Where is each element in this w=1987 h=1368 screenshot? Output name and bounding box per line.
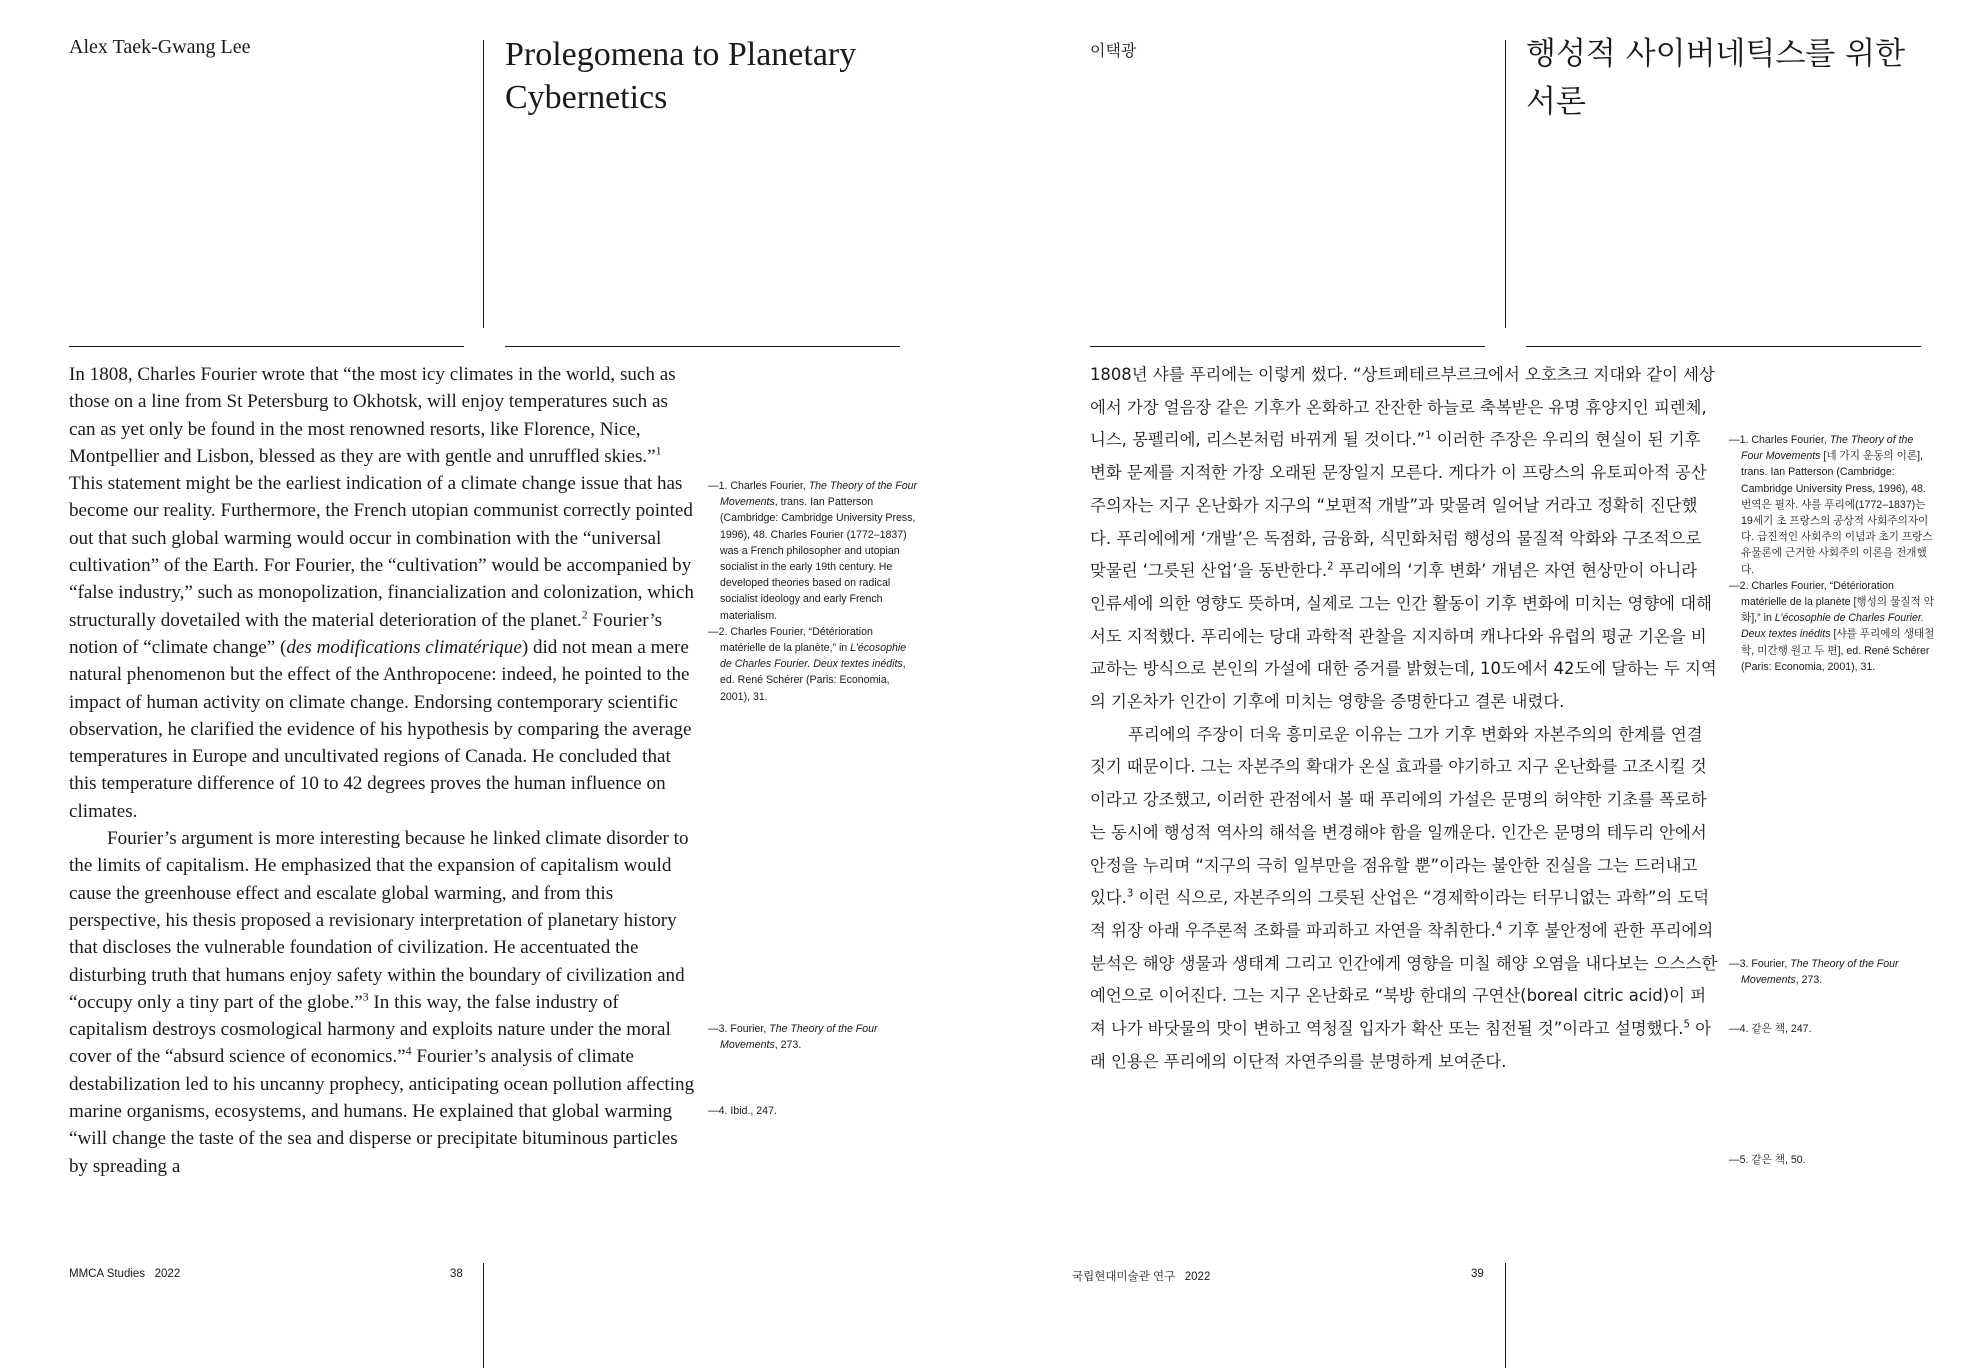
sidenotes-en <box>708 478 918 705</box>
title-divider-right <box>1505 40 1506 328</box>
footer-divider-left <box>483 1263 484 1368</box>
page-number-left: 38 <box>450 1268 463 1280</box>
sidenote-4-ko <box>1729 1021 1935 1037</box>
title-line-1: Prolegomena to Planetary <box>505 36 857 73</box>
footnote-1: —1. Charles Fourier, The Theory of the Four Movements [네 가지 운동의 이론], trans. Ian Patterson (Cambridge: Cambridge University Press, 1996), 48. 번역은 필자. 샤를 푸리에(1772–1837)는 19세기 초 프랑스의 공상적 사회주의자이다. 급진적인 사회주의 이념과 초기 프랑스 유물론에 근거한 사회주의 이론을 전개했다. <box>1729 434 1933 576</box>
footnote-5: —5. 같은 책, 50. <box>1729 1154 1806 1166</box>
title-line-1: 행성적 사이버네틱스를 위한 <box>1526 36 1906 72</box>
footnote-2: —2. Charles Fourier, “Détérioration matérielle de la planète,” in L’écosophie de Charles Fourier. Deux textes inédits, ed. René Schérer (Paris: Economia, 2001), 31. <box>708 625 907 703</box>
paragraph: In 1808, Charles Fourier wrote that “the most icy climates in the world, such as those on a line from St Petersburg to Okhotsk, will enjoy temperatures such as can as yet only be found in the most renowned resorts, like Florence, Nice, Montpellier and Lisbon, blessed as they are with gentle and unruffled skies.”$^1$ This statement might be the earliest indication of a climate change issue that has become our reality. Furthermore, the French utopian communist correctly pointed out that such global warming would occur in combination with the “universal cultivation” of the Earth. For Fourier, the “cultivation” would be accompanied by “false industry,” such as monopolization, financialization and colonization, which structurally dovetailed with the material deterioration of the planet.$^2$ Fourier’s notion of “climate change” (des modifications climatérique) did not mean a mere natural phenomenon but the effect of the Anthropocene: indeed, he pointed to the impact of human activity on climate change. Endorsing contemporary scientific observation, he clarified the evidence of his hypothesis by comparing the average temperatures in Europe and uncultivated regions of Canada. He concluded that this temperature difference of 10 to 42 degrees proves the human influence on climates. <box>69 364 694 822</box>
footnote-4: —4. 같은 책, 247. <box>1729 1023 1812 1035</box>
footer-journal-ko: 국립현대미술관 연구 2022 <box>1072 1271 1211 1283</box>
author-name-ko: 이택광 <box>1090 41 1137 60</box>
sidenotes-ko <box>1729 432 1935 675</box>
page-number-right: 39 <box>1471 1268 1484 1280</box>
footnote-3: —3. Fourier, The Theory of the Four Movements, 273. <box>1729 958 1899 987</box>
article-title-en <box>505 33 945 119</box>
sidenote-4-en <box>708 1103 918 1119</box>
footer-journal-en: MMCA Studies 2022 <box>69 1268 181 1280</box>
article-title-ko <box>1526 30 1966 126</box>
rule-left-1 <box>69 346 464 347</box>
title-line-2: 서론 <box>1526 84 1586 120</box>
title-divider-left <box>483 40 484 328</box>
rule-left-2 <box>505 346 900 347</box>
author-name-en: Alex Taek-Gwang Lee <box>69 36 251 58</box>
rule-right-2 <box>1526 346 1921 347</box>
footer-divider-right <box>1505 1263 1506 1368</box>
paragraph: 푸리에의 주장이 더욱 흥미로운 이유는 그가 기후 변화와 자본주의의 한계를 연결짓기 때문이다. 그는 자본주의 확대가 온실 효과를 야기하고 지구 온난화를 고조시킬 것이라고 강조했고, 이러한 관점에서 볼 때 푸리에의 가설은 문명의 허약한 기초를 폭로하는 동시에 행성적 역사의 해석을 변경해야 함을 일깨운다. 인간은 문명의 테두리 안에서 안정을 누리며 “지구의 극히 일부만을 점유할 뿐”이라는 불안한 진실을 그는 드러내고 있다.$^3$ 이런 식으로, 자본주의의 그릇된 산업은 “경제학이라는 터무니없는 과학”의 도덕적 위장 아래 우주론적 조화를 파괴하고 자연을 착취한다.$^4$ 기후 불안정에 관한 푸리에의 분석은 해양 생물과 생태계 그리고 인간에게 영향을 미칠 해양 오염을 내다보는 으스스한 예언으로 이어진다. 그는 지구 온난화로 “북방 한대의 구연산(boreal citric acid)이 퍼져 나가 바닷물의 맛이 변하고 역청질 입자가 확산 또는 침전될 것”이라고 설명했다.$^5$ 아래 인용은 푸리에의 이단적 자연주의를 분명하게 보여준다. <box>1090 724 1718 1071</box>
body-text-ko <box>1090 359 1718 1078</box>
paragraph: 1808년 샤를 푸리에는 이렇게 썼다. “상트페테르부르크에서 오호츠크 지대와 같이 세상에서 가장 얼음장 같은 기후가 온화하고 잔잔한 하늘로 축복받은 유명 휴양지인 피렌체, 니스, 몽펠리에, 리스본처럼 바뀌게 될 것이다.”$^1$ 이러한 주장은 우리의 현실이 된 기후 변화 문제를 지적한 가장 오래된 문장일지 모른다. 게다가 이 프랑스의 유토피아적 공산주의자는 지구 온난화가 지구의 “보편적 개발”과 맞물려 일어날 거라고 정확히 진단했다. 푸리에에게 ‘개발’은 독점화, 금융화, 식민화처럼 행성의 물질적 악화와 구조적으로 맞물린 ‘그릇된 산업’을 동반한다.$^2$ 푸리에의 ‘기후 변화’ 개념은 자연 현상만이 아니라 인류세에 의한 영향도 뜻하며, 실제로 그는 인간 활동이 기후 변화에 미치는 영향에 대해서도 지적했다. 푸리에는 당대 과학적 관찰을 지지하며 캐나다와 유럽의 평균 기온을 비교하는 방식으로 본인의 가설에 대한 증거를 밝혔는데, 10도에서 42도에 달하는 두 지역의 기온차가 인간이 기후에 미치는 영향을 증명한다고 결론 내렸다. <box>1090 365 1717 712</box>
sidenote-3-en <box>708 1021 918 1053</box>
footnote-4: —4. Ibid., 247. <box>708 1105 777 1117</box>
title-line-2: Cybernetics <box>505 79 668 116</box>
footnote-3: —3. Fourier, The Theory of the Four Movements, 273. <box>708 1023 878 1052</box>
sidenote-5-ko <box>1729 1152 1935 1168</box>
footnote-1: —1. Charles Fourier, The Theory of the Four Movements, trans. Ian Patterson (Cambridge: Cambridge University Press, 1996), 48. Charles Fourier (1772–1837) was a French philosopher and utopian socialist in the early 19th century. He developed theories based on radical socialist ideology and early French materialism. <box>708 480 918 622</box>
paragraph: Fourier’s argument is more interesting because he linked climate disorder to the limits of capitalism. He emphasized that the expansion of capitalism would cause the greenhouse effect and escalate global warming, and from this perspective, his thesis proposed a revisionary interpretation of planetary history that discloses the vulnerable foundation of civilization. He accentuated the disturbing truth that humans enjoy safety within the boundary of civilization and “occupy only a tiny part of the globe.”$^3$ In this way, the false industry of capitalism destroys cosmological harmony and exploits nature under the moral cover of the “absurd science of economics.”$^4$ Fourier’s analysis of climate destabilization led to his uncanny prophecy, anticipating ocean pollution affecting marine organisms, ecosystems, and humans. He explained that global warming “will change the taste of the sea and disperse or precipitate bituminous particles by spreading a <box>69 828 695 1177</box>
footnote-2: —2. Charles Fourier, “Détérioration matérielle de la planète [행성의 물질적 악화],” in L’écosophie de Charles Fourier. Deux textes inédits [샤를 푸리에의 생태철학, 미간행 원고 두 편], ed. René Schérer (Paris: Economia, 2001), 31. <box>1729 579 1935 673</box>
rule-right-1 <box>1090 346 1485 347</box>
body-text-en <box>69 361 698 1180</box>
sidenote-3-ko <box>1729 956 1935 988</box>
